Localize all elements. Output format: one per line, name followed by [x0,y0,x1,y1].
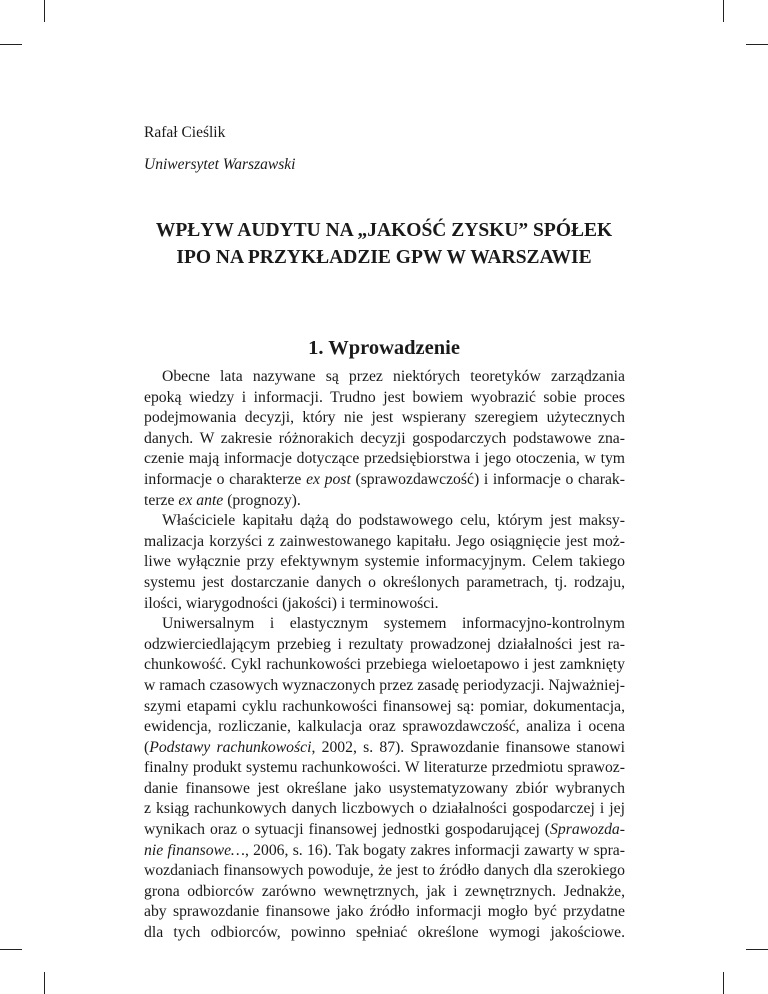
crop-mark-top-right [723,0,724,22]
text-line: ilości, wiarygodności (jakości) i terminowości. [144,594,439,612]
text-line: szymi etapami cyklu rachunkowości finansowej są: pomiar, dokumentacja, [144,697,625,715]
text-line: liwe wyłącznie przy efektywnym systemie informacyjnym. Celem takiego [144,553,625,571]
text-line: Uniwersalnym i elastycznym systemem informacyjno-kontrolnym [162,615,625,633]
text-line: epoką wiedzy i informacji. Trudno jest bowiem wyobrazić sobie proces [144,388,625,406]
text-line: danie finansowe jest określane jako usystematyzowany zbiór wybranych [144,779,625,797]
author-name: Rafał Cieślik [144,124,226,141]
crop-mark-bottom-left-h [0,949,22,950]
text-line: grona odbiorców zarówno wewnętrznych, jak i zewnętrznych. Jednakże, [144,882,625,900]
paper-title [120,217,648,271]
text-line: malizacja korzyści z zainwestowanego kapitału. Jego osiągnięcie jest moż- [144,532,625,550]
crop-mark-bottom-right-h [746,949,768,950]
title-line-2: IPO NA PRZYKŁADZIE GPW W WARSZAWIE [176,247,592,268]
paragraph [144,367,625,511]
paragraph [144,614,625,944]
crop-mark-top-left-h [0,44,22,45]
text-line: wynikach oraz o sytuacji finansowej jednostki gospodarującej (Sprawozda- [144,821,625,839]
text-line: czenie mają informacje dotyczące przedsiębiorstwa i jego otoczenia, w tym [144,450,625,468]
text-line: Właściciele kapitału dążą do podstawowego celu, którym jest maksy- [162,512,625,530]
body-text [144,367,625,944]
text-line: odzwierciedlającym przebieg i rezultaty prowadzonej działalności jest ra- [144,635,625,653]
title-line-1: WPŁYW AUDYTU NA „JAKOŚĆ ZYSKU” SPÓŁEK [155,220,613,241]
crop-mark-bottom-left [44,972,45,994]
section-heading: 1. Wprowadzenie [308,337,460,359]
text-line: aby sprawozdanie finansowe jako źródło informacji mogło być przydatne [144,903,625,921]
crop-mark-bottom-right [723,972,724,994]
text-line: terze ex ante (prognozy). [144,491,301,509]
text-line: systemu jest dostarczanie danych o określonych parametrach, tj. rodzaju, [144,573,625,591]
text-line: (Podstawy rachunkowości, 2002, s. 87). Sprawozdanie finansowe stanowi [144,738,625,756]
text-line: informacje o charakterze ex post (sprawozdawczość) i informacje o charak- [144,470,625,488]
author-affiliation: Uniwersytet Warszawski [144,156,296,173]
text-line: podejmowania decyzji, który nie jest wspierany szeregiem użytecznych [144,409,625,427]
text-line: w ramach czasowych wyznaczonych przez zasadę periodyzacji. Najważniej- [144,676,625,694]
text-line: danych. W zakresie różnorakich decyzji gospodarczych podstawowe zna- [144,429,625,447]
text-line: nie finansowe…, 2006, s. 16). Tak bogaty zakres informacji zawarty w spra- [144,841,625,859]
text-line: wozdaniach finansowych powoduje, że jest to źródło danych dla szerokiego [144,862,625,880]
text-line: z ksiąg rachunkowych danych liczbowych o działalności gospodarczej i jej [144,800,625,818]
text-line: dla tych odbiorców, powinno spełniać określone wymogi jakościowe. [144,924,625,942]
text-line: Obecne lata nazywane są przez niektórych teoretyków zarządzania [162,368,625,385]
crop-mark-top-right-h [746,44,768,45]
crop-mark-top-left [44,0,45,22]
text-line: finalny produkt systemu rachunkowości. W literaturze przedmiotu sprawoz- [144,759,625,777]
text-line: ewidencja, rozliczanie, kalkulacja oraz sprawozdawczość, analiza i ocena [144,718,625,736]
text-line: chunkowość. Cykl rachunkowości przebiega wieloetapowo i jest zamknięty [144,656,625,674]
paragraph [144,511,625,614]
